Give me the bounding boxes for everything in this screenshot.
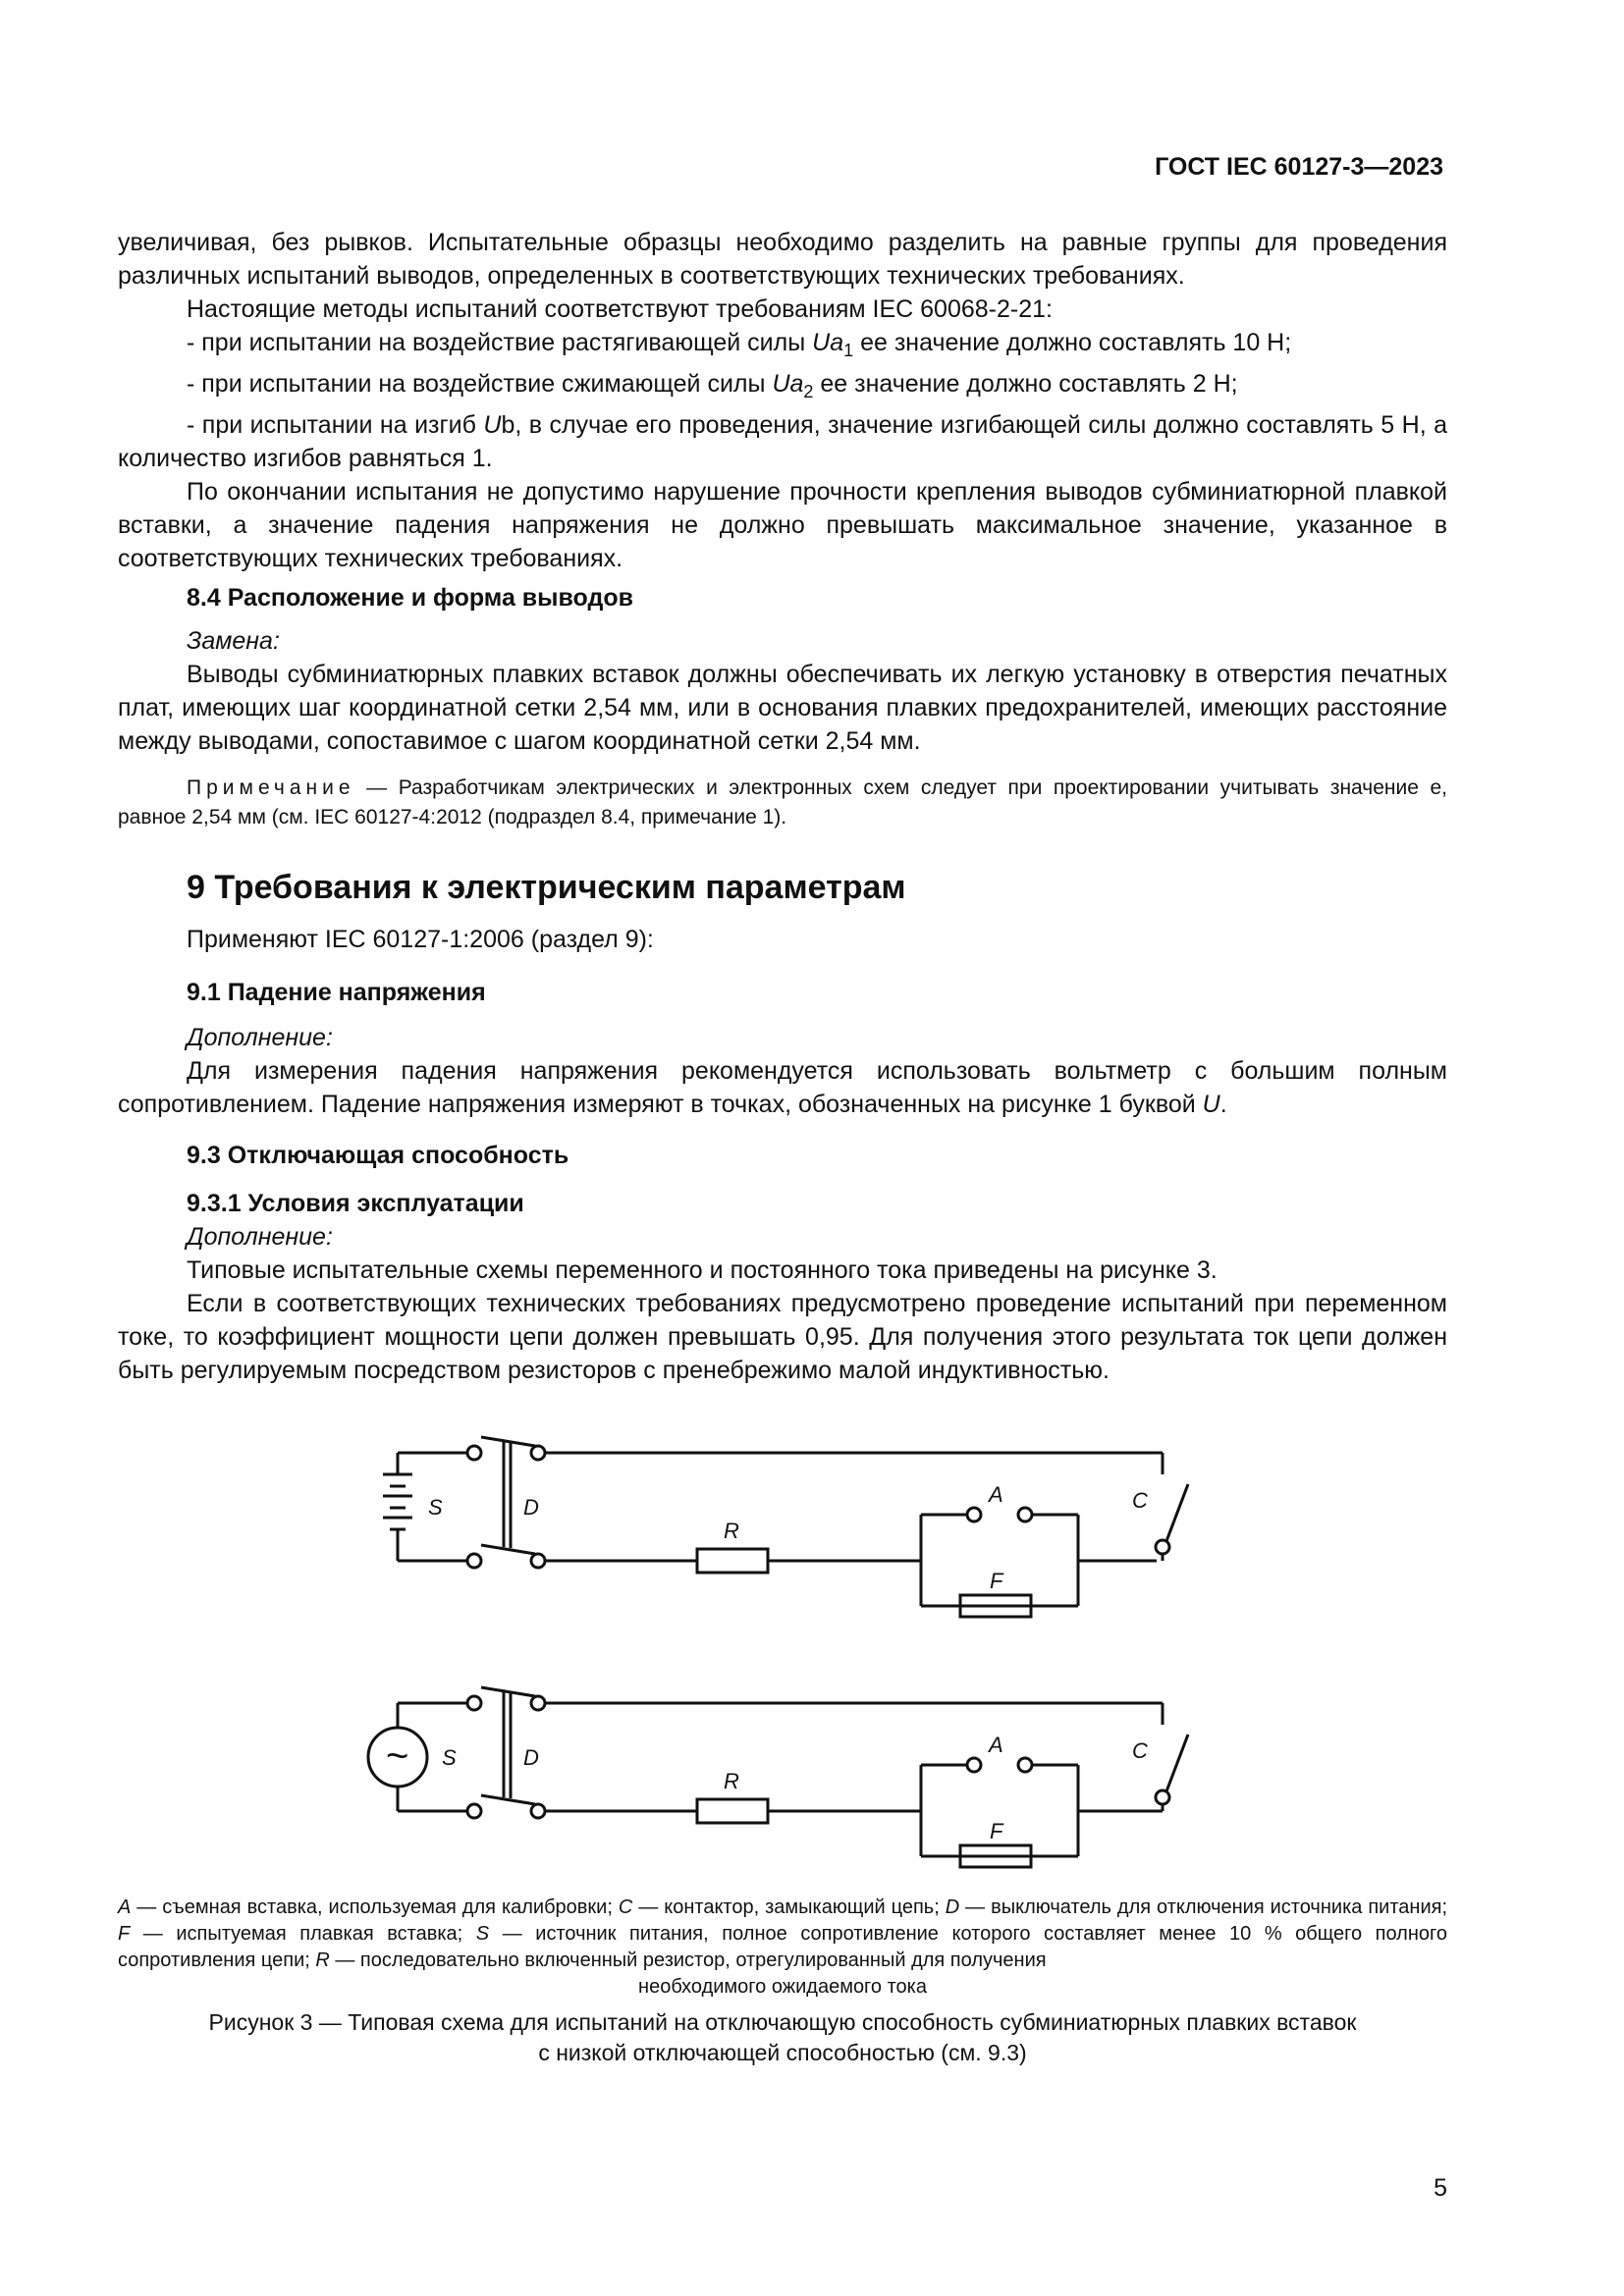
label-F: F [990, 1819, 1003, 1843]
paragraph: Если в соответствующих технических требованиях предусмотрено проведение испытаний при переменном токе, то коэффициент мощности цепи должен превышать 0,95. Для получения этого результата ток цепи должен быть регулируемым посредством резисторов с пренебрежимо малой индуктивностью. [118, 1290, 1447, 1384]
section-label: Замена: [187, 627, 280, 655]
ac-tilde-label: ~ [386, 1735, 409, 1778]
section-9-title: 9 Требования к электрическим параметрам [187, 869, 906, 906]
label-R: R [724, 1519, 739, 1543]
label-S: S [442, 1745, 457, 1770]
paragraph: Настоящие методы испытаний соответствуют требованиям IEC 60068-2-21: [187, 295, 1053, 323]
list-item: - при испытании на изгиб Ub, в случае его проведения, значение изгибающей силы должно составлять 5 Н, а количество изгибов равняться 1. [118, 411, 1448, 472]
label-C: C [1132, 1488, 1148, 1513]
calibration-link-contact [1018, 1758, 1032, 1772]
section-heading: 9.3 Отключающая способность [187, 1142, 569, 1169]
figure-caption: Рисунок 3 — Типовая схема для испытаний на отключающую способность субминиатюрных плавких вставок с низкой отключающей способностью (см. 9.3) [208, 2009, 1357, 2065]
label-A: A [989, 1482, 1003, 1507]
paragraph: Применяют IEC 60127-1:2006 (раздел 9): [187, 926, 654, 953]
standard-header: ГОСТ IEC 60127-3—2023 [1155, 153, 1443, 181]
calibration-link-contact [1018, 1508, 1032, 1522]
label-R: R [724, 1769, 739, 1793]
resistor-symbol [697, 1799, 768, 1823]
contactor-contact [1156, 1540, 1169, 1554]
label-S: S [428, 1495, 443, 1520]
contactor-contact [1156, 1790, 1169, 1804]
list-item: - при испытании на воздействие растягивающей силы $Ua_1$ ее значение должно составлять 10 Н; [187, 329, 1292, 360]
paragraph: По окончании испытания не допустимо нарушение прочности крепления выводов субминиатюрной плавкой вставки, а значение падения напряжения не должно превышать максимальное значение, указанное в соответствующих технических требованиях. [118, 478, 1447, 572]
contactor-blade [1166, 1484, 1188, 1541]
paragraph: Типовые испытательные схемы переменного и постоянного тока приведены на рисунке 3. [187, 1256, 1218, 1284]
calibration-link-contact [967, 1508, 981, 1522]
section-label: Дополнение: [187, 1024, 333, 1051]
paragraph: увеличивая, без рывков. Испытательные образцы необходимо разделить на равные группы для проведения различных испытаний выводов, определенных в соответствующих технических требованиях. [118, 229, 1447, 290]
page-number: 5 [1434, 2174, 1447, 2202]
dc-circuit [383, 1437, 1188, 1617]
label-F: F [990, 1569, 1003, 1593]
contactor-blade [1166, 1735, 1188, 1791]
note-label: Примечание [187, 776, 355, 799]
paragraph: Выводы субминиатюрных плавких вставок должны обеспечивать их легкую установку в отверстия печатных плат, имеющих шаг координатной сетки 2,54 мм, или в основания плавких предохранителей, имеющих расстояние между выводами, сопоставимое с шагом координатной сетки 2,54 мм. [118, 661, 1447, 755]
battery-symbol [383, 1453, 412, 1561]
label-D: D [523, 1495, 539, 1520]
section-heading: 9.1 Падение напряжения [187, 979, 486, 1006]
label-A: A [989, 1733, 1003, 1757]
label-D: D [523, 1745, 539, 1770]
resistor-symbol [697, 1549, 768, 1573]
section-label: Дополнение: [187, 1223, 333, 1251]
calibration-link-contact [967, 1758, 981, 1772]
section-heading: 9.3.1 Условия эксплуатации [187, 1190, 524, 1217]
paragraph: Для измерения падения напряжения рекомендуется использовать вольтметр с большим полным сопротивлением. Падение напряжения измеряют в точках, обозначенных на рисунке 1 буквой U. [118, 1057, 1447, 1118]
ac-circuit [368, 1687, 1188, 1867]
section-heading: 8.4 Расположение и форма выводов [187, 584, 634, 612]
list-item: - при испытании на воздействие сжимающей силы $Ua_2$ ее значение должно составлять 2 Н; [187, 370, 1238, 401]
note-text: — Разработчикам электрических и электронных схем следует при проектировании учитывать значение e, равное 2,54 мм (см. IEC 60127-4:2012 (подраздел 8.4, примечание 1). [118, 776, 1447, 828]
figure-legend: A — съемная вставка, используемая для калибровки; C — контактор, замыкающий цепь; D — выключатель для отключения источника питания; F — испытуемая плавкая вставка; S — источник питания, полное сопротивление которого составляет менее 10 % общего полного сопротивления цепи; R — последовательно включенный резистор, отрегулированный для получения необходимого ожидаемого тока [118, 1896, 1448, 1998]
label-C: C [1132, 1738, 1148, 1763]
